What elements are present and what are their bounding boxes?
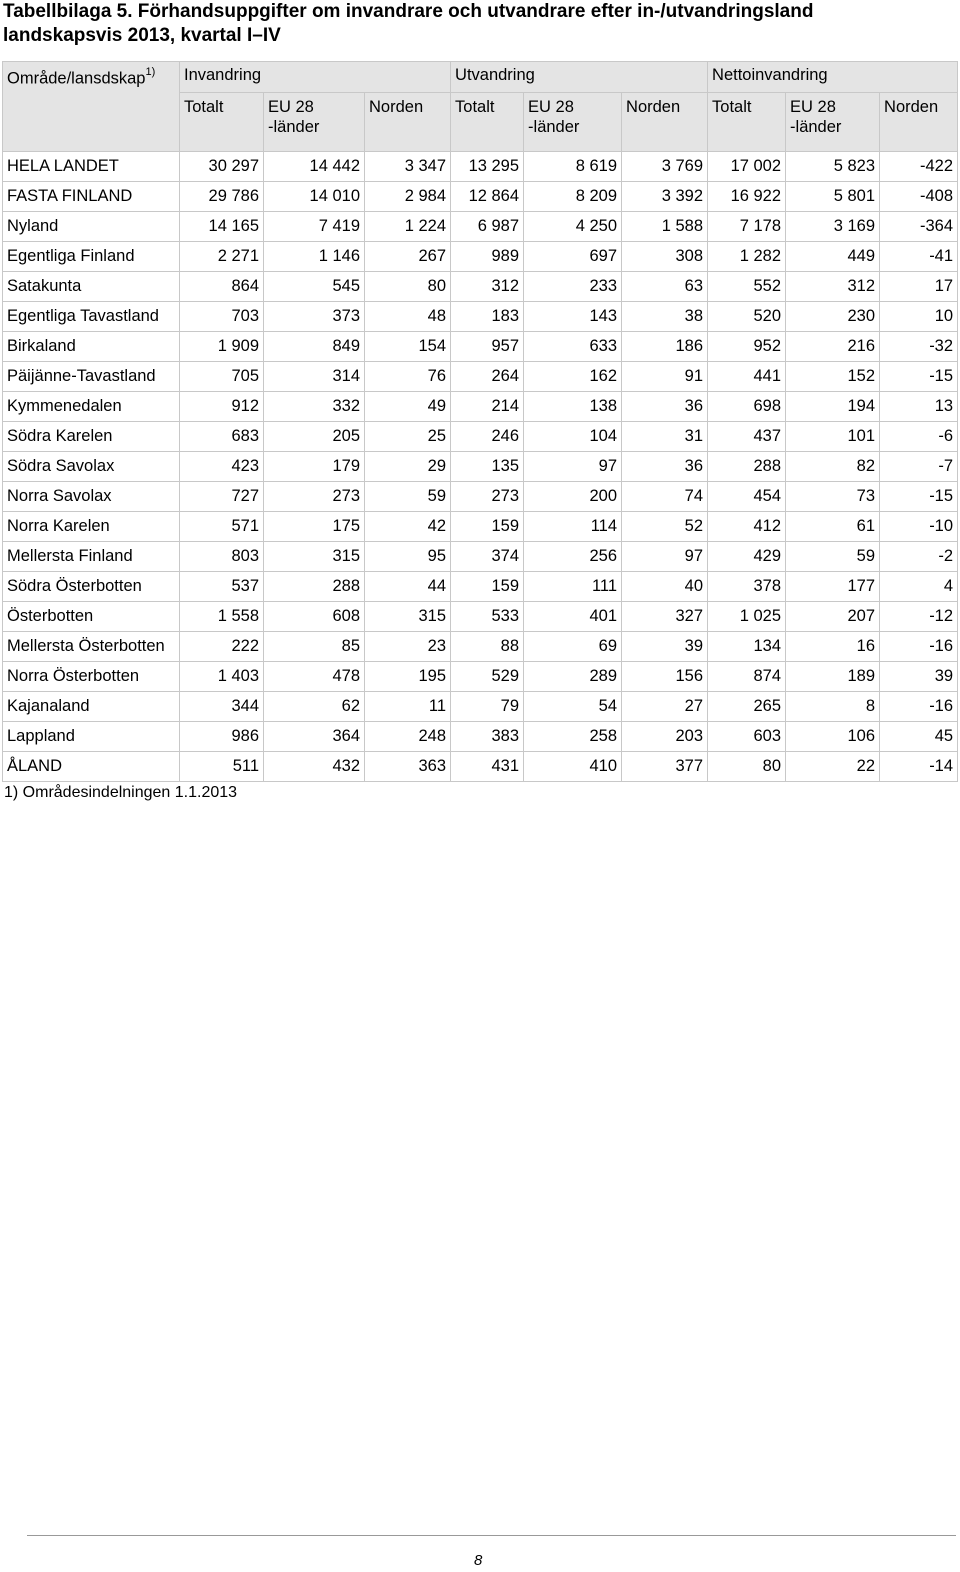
table-cell: 552: [708, 272, 786, 302]
table-cell: -15: [880, 482, 958, 512]
table-cell: 727: [180, 482, 264, 512]
region-name: ÅLAND: [3, 752, 180, 782]
table-cell: 4: [880, 572, 958, 602]
table-cell: 633: [524, 332, 622, 362]
table-cell: 864: [180, 272, 264, 302]
title-line-1: Tabellbilaga 5. Förhandsuppgifter om invandrare och utvandrare efter in-/utvandringsland: [3, 1, 814, 22]
table-cell: 2 271: [180, 242, 264, 272]
table-cell: 205: [264, 422, 365, 452]
region-name: Österbotten: [3, 602, 180, 632]
table-row: [3, 752, 958, 782]
table-cell: 4 250: [524, 212, 622, 242]
region-name: Mellersta Österbotten: [3, 632, 180, 662]
table-cell: 49: [365, 392, 451, 422]
table-cell: 449: [786, 242, 880, 272]
table-cell: 200: [524, 482, 622, 512]
table-cell: 52: [622, 512, 708, 542]
table-cell: 230: [786, 302, 880, 332]
table-cell: 195: [365, 662, 451, 692]
table-cell: 537: [180, 572, 264, 602]
table-cell: 16: [786, 632, 880, 662]
table-cell: 246: [451, 422, 524, 452]
table-cell: 59: [786, 542, 880, 572]
sub-header-totalt: Totalt: [180, 93, 264, 152]
table-cell: 423: [180, 452, 264, 482]
table-cell: 23: [365, 632, 451, 662]
table-cell: -6: [880, 422, 958, 452]
table-cell: 22: [786, 752, 880, 782]
table-cell: 39: [622, 632, 708, 662]
table-row: [3, 272, 958, 302]
table-cell: 441: [708, 362, 786, 392]
table-cell: 44: [365, 572, 451, 602]
region-name: Egentliga Tavastland: [3, 302, 180, 332]
table-cell: 30 297: [180, 152, 264, 182]
table-cell: 2 984: [365, 182, 451, 212]
table-row: [3, 362, 958, 392]
table-cell: -7: [880, 452, 958, 482]
table-row: [3, 392, 958, 422]
table-cell: 25: [365, 422, 451, 452]
table-cell: 3 392: [622, 182, 708, 212]
table-cell: 8 209: [524, 182, 622, 212]
region-name: Norra Österbotten: [3, 662, 180, 692]
table-cell: 74: [622, 482, 708, 512]
table-cell: -16: [880, 692, 958, 722]
page-divider: [27, 1535, 956, 1536]
table-cell: -41: [880, 242, 958, 272]
table-cell: 410: [524, 752, 622, 782]
table-cell: 8: [786, 692, 880, 722]
table-cell: 5 823: [786, 152, 880, 182]
table-cell: 603: [708, 722, 786, 752]
table-cell: 1 282: [708, 242, 786, 272]
table-cell: 42: [365, 512, 451, 542]
table-cell: 952: [708, 332, 786, 362]
table-cell: 511: [180, 752, 264, 782]
table-cell: 6 987: [451, 212, 524, 242]
table-cell: 308: [622, 242, 708, 272]
table-cell: 59: [365, 482, 451, 512]
sub-header-eu28-line2: -länder: [790, 118, 842, 136]
table-cell: 378: [708, 572, 786, 602]
table-cell: 608: [264, 602, 365, 632]
table-cell: 154: [365, 332, 451, 362]
table-cell: 106: [786, 722, 880, 752]
sub-header-eu28-line1: EU 28: [268, 98, 314, 116]
table-cell: -16: [880, 632, 958, 662]
table-cell: 85: [264, 632, 365, 662]
region-name: Birkaland: [3, 332, 180, 362]
table-cell: 315: [365, 602, 451, 632]
table-cell: -12: [880, 602, 958, 632]
table-cell: 273: [264, 482, 365, 512]
header-row-groups: [3, 62, 958, 93]
table-cell: 82: [786, 452, 880, 482]
table-cell: 97: [524, 452, 622, 482]
region-name: FASTA FINLAND: [3, 182, 180, 212]
sub-header-eu28: [524, 93, 622, 152]
footnote: 1) Områdesindelningen 1.1.2013: [4, 784, 238, 801]
table-row: [3, 182, 958, 212]
table-row: [3, 152, 958, 182]
table-cell: 111: [524, 572, 622, 602]
table-cell: 363: [365, 752, 451, 782]
table-row: [3, 662, 958, 692]
table-cell: 79: [451, 692, 524, 722]
table-cell: 429: [708, 542, 786, 572]
table-cell: 54: [524, 692, 622, 722]
table-cell: 138: [524, 392, 622, 422]
table-cell: 45: [880, 722, 958, 752]
table-cell: 264: [451, 362, 524, 392]
table-cell: 222: [180, 632, 264, 662]
table-cell: 177: [786, 572, 880, 602]
region-name: Södra Karelen: [3, 422, 180, 452]
region-name: Lappland: [3, 722, 180, 752]
table-cell: 16 922: [708, 182, 786, 212]
region-name: Södra Savolax: [3, 452, 180, 482]
sub-header-norden: Norden: [622, 93, 708, 152]
table-cell: 1 146: [264, 242, 365, 272]
sub-header-eu28: [786, 93, 880, 152]
table-cell: 189: [786, 662, 880, 692]
region-name: Kajanaland: [3, 692, 180, 722]
table-row: [3, 242, 958, 272]
table-row: [3, 422, 958, 452]
table-row: [3, 722, 958, 752]
table-row: [3, 572, 958, 602]
table-cell: 183: [451, 302, 524, 332]
table-cell: 162: [524, 362, 622, 392]
table-cell: 248: [365, 722, 451, 752]
table-cell: 80: [365, 272, 451, 302]
table-row: [3, 482, 958, 512]
table-cell: 267: [365, 242, 451, 272]
region-header-footnote-mark: 1): [145, 66, 156, 78]
sub-header-eu28-line1: EU 28: [528, 98, 574, 116]
region-header: Område/lansdskap$^{1)}$: [3, 62, 180, 152]
table-cell: 256: [524, 542, 622, 572]
table-cell: 91: [622, 362, 708, 392]
group-header-nettoinvandring: Nettoinvandring: [708, 62, 958, 93]
table-cell: 39: [880, 662, 958, 692]
table-cell: -14: [880, 752, 958, 782]
table-cell: -32: [880, 332, 958, 362]
group-header-invandring: Invandring: [180, 62, 451, 93]
data-table: [2, 61, 958, 782]
table-cell: 374: [451, 542, 524, 572]
region-name: Södra Österbotten: [3, 572, 180, 602]
table-cell: 533: [451, 602, 524, 632]
table-cell: 373: [264, 302, 365, 332]
table-cell: 13: [880, 392, 958, 422]
table-cell: 186: [622, 332, 708, 362]
table-cell: 63: [622, 272, 708, 302]
table-cell: 265: [708, 692, 786, 722]
table-cell: 314: [264, 362, 365, 392]
table-cell: 159: [451, 572, 524, 602]
table-cell: 273: [451, 482, 524, 512]
table-cell: 27: [622, 692, 708, 722]
table-row: [3, 452, 958, 482]
group-header-utvandring: Utvandring: [451, 62, 708, 93]
table-cell: 986: [180, 722, 264, 752]
table-cell: 683: [180, 422, 264, 452]
table-cell: -15: [880, 362, 958, 392]
table-cell: 12 864: [451, 182, 524, 212]
table-cell: 401: [524, 602, 622, 632]
table-cell: 203: [622, 722, 708, 752]
table-cell: -2: [880, 542, 958, 572]
table-row: [3, 542, 958, 572]
table-cell: 432: [264, 752, 365, 782]
table-cell: 216: [786, 332, 880, 362]
table-cell: 194: [786, 392, 880, 422]
table-cell: 5 801: [786, 182, 880, 212]
region-name: Päijänne-Tavastland: [3, 362, 180, 392]
table-cell: 114: [524, 512, 622, 542]
table-row: [3, 602, 958, 632]
table-cell: 1 558: [180, 602, 264, 632]
table-cell: 529: [451, 662, 524, 692]
table-cell: 76: [365, 362, 451, 392]
table-cell: 14 442: [264, 152, 365, 182]
table-cell: 849: [264, 332, 365, 362]
region-name: Mellersta Finland: [3, 542, 180, 572]
table-cell: -10: [880, 512, 958, 542]
sub-header-eu28-line1: EU 28: [790, 98, 836, 116]
table-cell: 3 347: [365, 152, 451, 182]
table-cell: 73: [786, 482, 880, 512]
table-cell: -408: [880, 182, 958, 212]
table-cell: 11: [365, 692, 451, 722]
table-cell: 697: [524, 242, 622, 272]
table-cell: 214: [451, 392, 524, 422]
sub-header-totalt: Totalt: [708, 93, 786, 152]
table-cell: 134: [708, 632, 786, 662]
table-cell: 7 419: [264, 212, 365, 242]
table-cell: 101: [786, 422, 880, 452]
table-cell: 989: [451, 242, 524, 272]
table-cell: 69: [524, 632, 622, 662]
region-name: HELA LANDET: [3, 152, 180, 182]
table-cell: 40: [622, 572, 708, 602]
page-title: [3, 0, 813, 48]
table-cell: 332: [264, 392, 365, 422]
table-cell: 17: [880, 272, 958, 302]
table-cell: 97: [622, 542, 708, 572]
table-cell: 1 025: [708, 602, 786, 632]
table-cell: 233: [524, 272, 622, 302]
table-cell: 80: [708, 752, 786, 782]
table-cell: 703: [180, 302, 264, 332]
table-cell: 143: [524, 302, 622, 332]
title-line-2: landskapsvis 2013, kvartal I–IV: [3, 25, 281, 46]
table-cell: 478: [264, 662, 365, 692]
table-cell: 874: [708, 662, 786, 692]
table-cell: 38: [622, 302, 708, 332]
region-name: Satakunta: [3, 272, 180, 302]
table-cell: 14 010: [264, 182, 365, 212]
table-cell: 545: [264, 272, 365, 302]
region-name: Kymmenedalen: [3, 392, 180, 422]
table-row: [3, 692, 958, 722]
table-cell: 29 786: [180, 182, 264, 212]
table-cell: -364: [880, 212, 958, 242]
table-cell: 312: [451, 272, 524, 302]
sub-header-eu28-line2: -länder: [268, 118, 320, 136]
table-cell: -422: [880, 152, 958, 182]
table-cell: 431: [451, 752, 524, 782]
table-cell: 803: [180, 542, 264, 572]
table-cell: 175: [264, 512, 365, 542]
table-cell: 571: [180, 512, 264, 542]
table-cell: 88: [451, 632, 524, 662]
table-row: [3, 632, 958, 662]
table-cell: 288: [708, 452, 786, 482]
table-cell: 327: [622, 602, 708, 632]
sub-header-eu28: [264, 93, 365, 152]
table-cell: 437: [708, 422, 786, 452]
table-cell: 1 224: [365, 212, 451, 242]
table-row: [3, 302, 958, 332]
table-cell: 312: [786, 272, 880, 302]
table-row: [3, 512, 958, 542]
table-cell: 698: [708, 392, 786, 422]
page-number: 8: [474, 1552, 483, 1569]
table-cell: 1 403: [180, 662, 264, 692]
table-cell: 159: [451, 512, 524, 542]
table-cell: 288: [264, 572, 365, 602]
table-cell: 17 002: [708, 152, 786, 182]
table-cell: 705: [180, 362, 264, 392]
table-cell: 8 619: [524, 152, 622, 182]
table-row: [3, 212, 958, 242]
table-cell: 152: [786, 362, 880, 392]
sub-header-totalt: Totalt: [451, 93, 524, 152]
table-cell: 135: [451, 452, 524, 482]
table-cell: 412: [708, 512, 786, 542]
table-cell: 36: [622, 392, 708, 422]
region-name: Nyland: [3, 212, 180, 242]
table-cell: 104: [524, 422, 622, 452]
table-cell: 207: [786, 602, 880, 632]
sub-header-norden: Norden: [365, 93, 451, 152]
table-cell: 10: [880, 302, 958, 332]
table-cell: 289: [524, 662, 622, 692]
table-cell: 36: [622, 452, 708, 482]
region-name: Norra Savolax: [3, 482, 180, 512]
table-cell: 3 769: [622, 152, 708, 182]
table-cell: 13 295: [451, 152, 524, 182]
table-cell: 29: [365, 452, 451, 482]
table-cell: 179: [264, 452, 365, 482]
table-cell: 48: [365, 302, 451, 332]
region-name: Egentliga Finland: [3, 242, 180, 272]
table-cell: 912: [180, 392, 264, 422]
table-cell: 383: [451, 722, 524, 752]
table-cell: 344: [180, 692, 264, 722]
table-row: [3, 332, 958, 362]
table-cell: 31: [622, 422, 708, 452]
table-cell: 3 169: [786, 212, 880, 242]
table-cell: 315: [264, 542, 365, 572]
table-cell: 520: [708, 302, 786, 332]
table-cell: 156: [622, 662, 708, 692]
table-cell: 7 178: [708, 212, 786, 242]
table-cell: 957: [451, 332, 524, 362]
table-cell: 1 588: [622, 212, 708, 242]
table-cell: 61: [786, 512, 880, 542]
table-cell: 377: [622, 752, 708, 782]
region-name: Norra Karelen: [3, 512, 180, 542]
sub-header-eu28-line2: -länder: [528, 118, 580, 136]
table-cell: 454: [708, 482, 786, 512]
table-cell: 364: [264, 722, 365, 752]
table-cell: 14 165: [180, 212, 264, 242]
sub-header-norden: Norden: [880, 93, 958, 152]
table-cell: 95: [365, 542, 451, 572]
table-cell: 258: [524, 722, 622, 752]
table-cell: 1 909: [180, 332, 264, 362]
table-cell: 62: [264, 692, 365, 722]
